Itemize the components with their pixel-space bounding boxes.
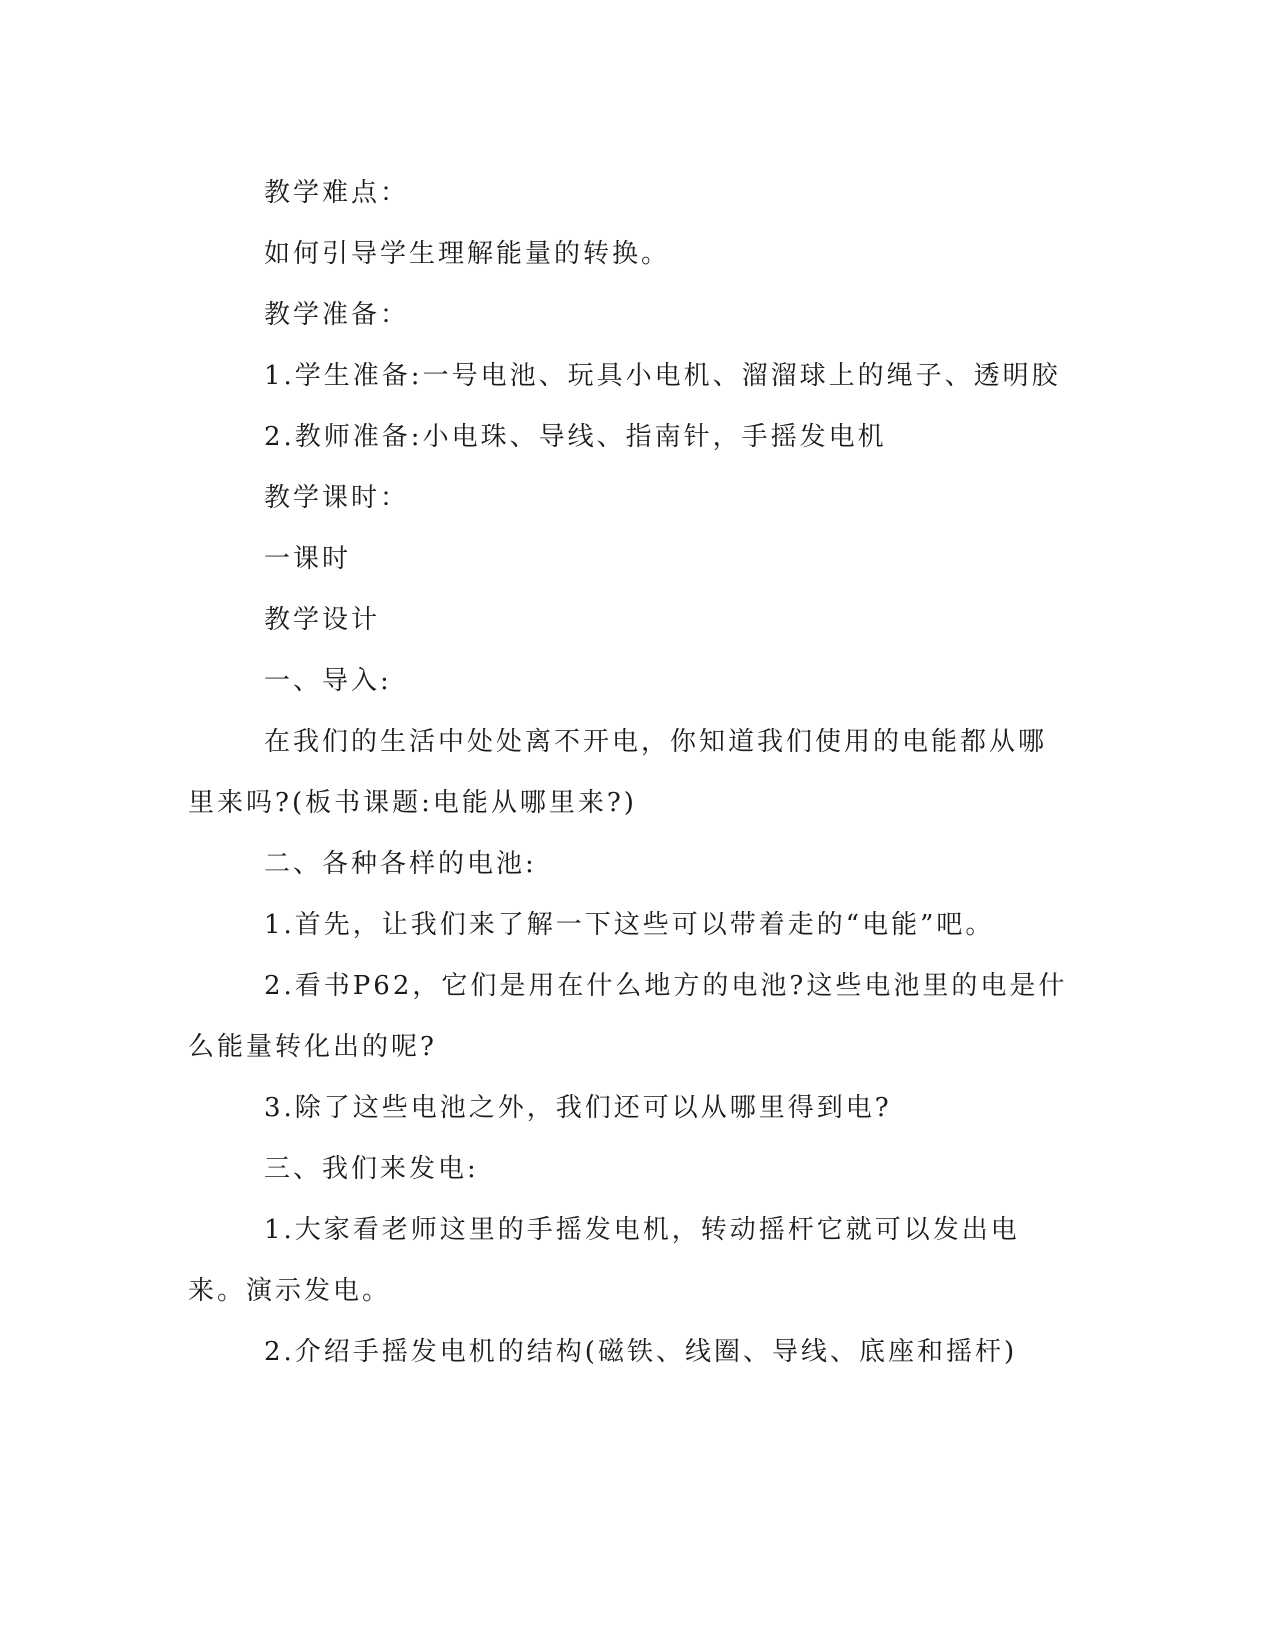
document-body	[188, 163, 1068, 1383]
section-heading: 一、导入:	[264, 666, 392, 696]
list-item: 2.看书P62，它们是用在什么地方的电池?这些电池里的电是什么能量转化出的呢?	[188, 971, 1068, 1062]
list-item: 1.大家看老师这里的手摇发电机，转动摇杆它就可以发出电来。演示发电。	[188, 1215, 1020, 1306]
list-item: 1.首先，让我们来了解一下这些可以带着走的“电能”吧。	[264, 910, 995, 940]
list-item: 1.学生准备:一号电池、玩具小电机、溜溜球上的绳子、透明胶	[264, 361, 1061, 391]
paragraph: 一课时	[264, 544, 352, 574]
heading-class-hours: 教学课时：	[264, 483, 410, 513]
section-heading: 二、各种各样的电池:	[264, 849, 537, 879]
list-item: 2.教师准备:小电珠、导线、指南针，手摇发电机	[264, 422, 887, 452]
heading-teaching-difficulty: 教学难点：	[264, 178, 410, 208]
list-item: 2.介绍手摇发电机的结构(磁铁、线圈、导线、底座和摇杆)	[264, 1337, 1018, 1367]
list-item: 3.除了这些电池之外，我们还可以从哪里得到电?	[264, 1093, 892, 1123]
paragraph: 在我们的生活中处处离不开电，你知道我们使用的电能都从哪里来吗?(板书课题:电能从哪里来?)	[188, 727, 1048, 818]
section-heading: 三、我们来发电:	[264, 1154, 479, 1184]
heading-teaching-design: 教学设计	[264, 605, 381, 635]
paragraph: 如何引导学生理解能量的转换。	[264, 239, 671, 269]
heading-teaching-preparation: 教学准备：	[264, 300, 410, 330]
